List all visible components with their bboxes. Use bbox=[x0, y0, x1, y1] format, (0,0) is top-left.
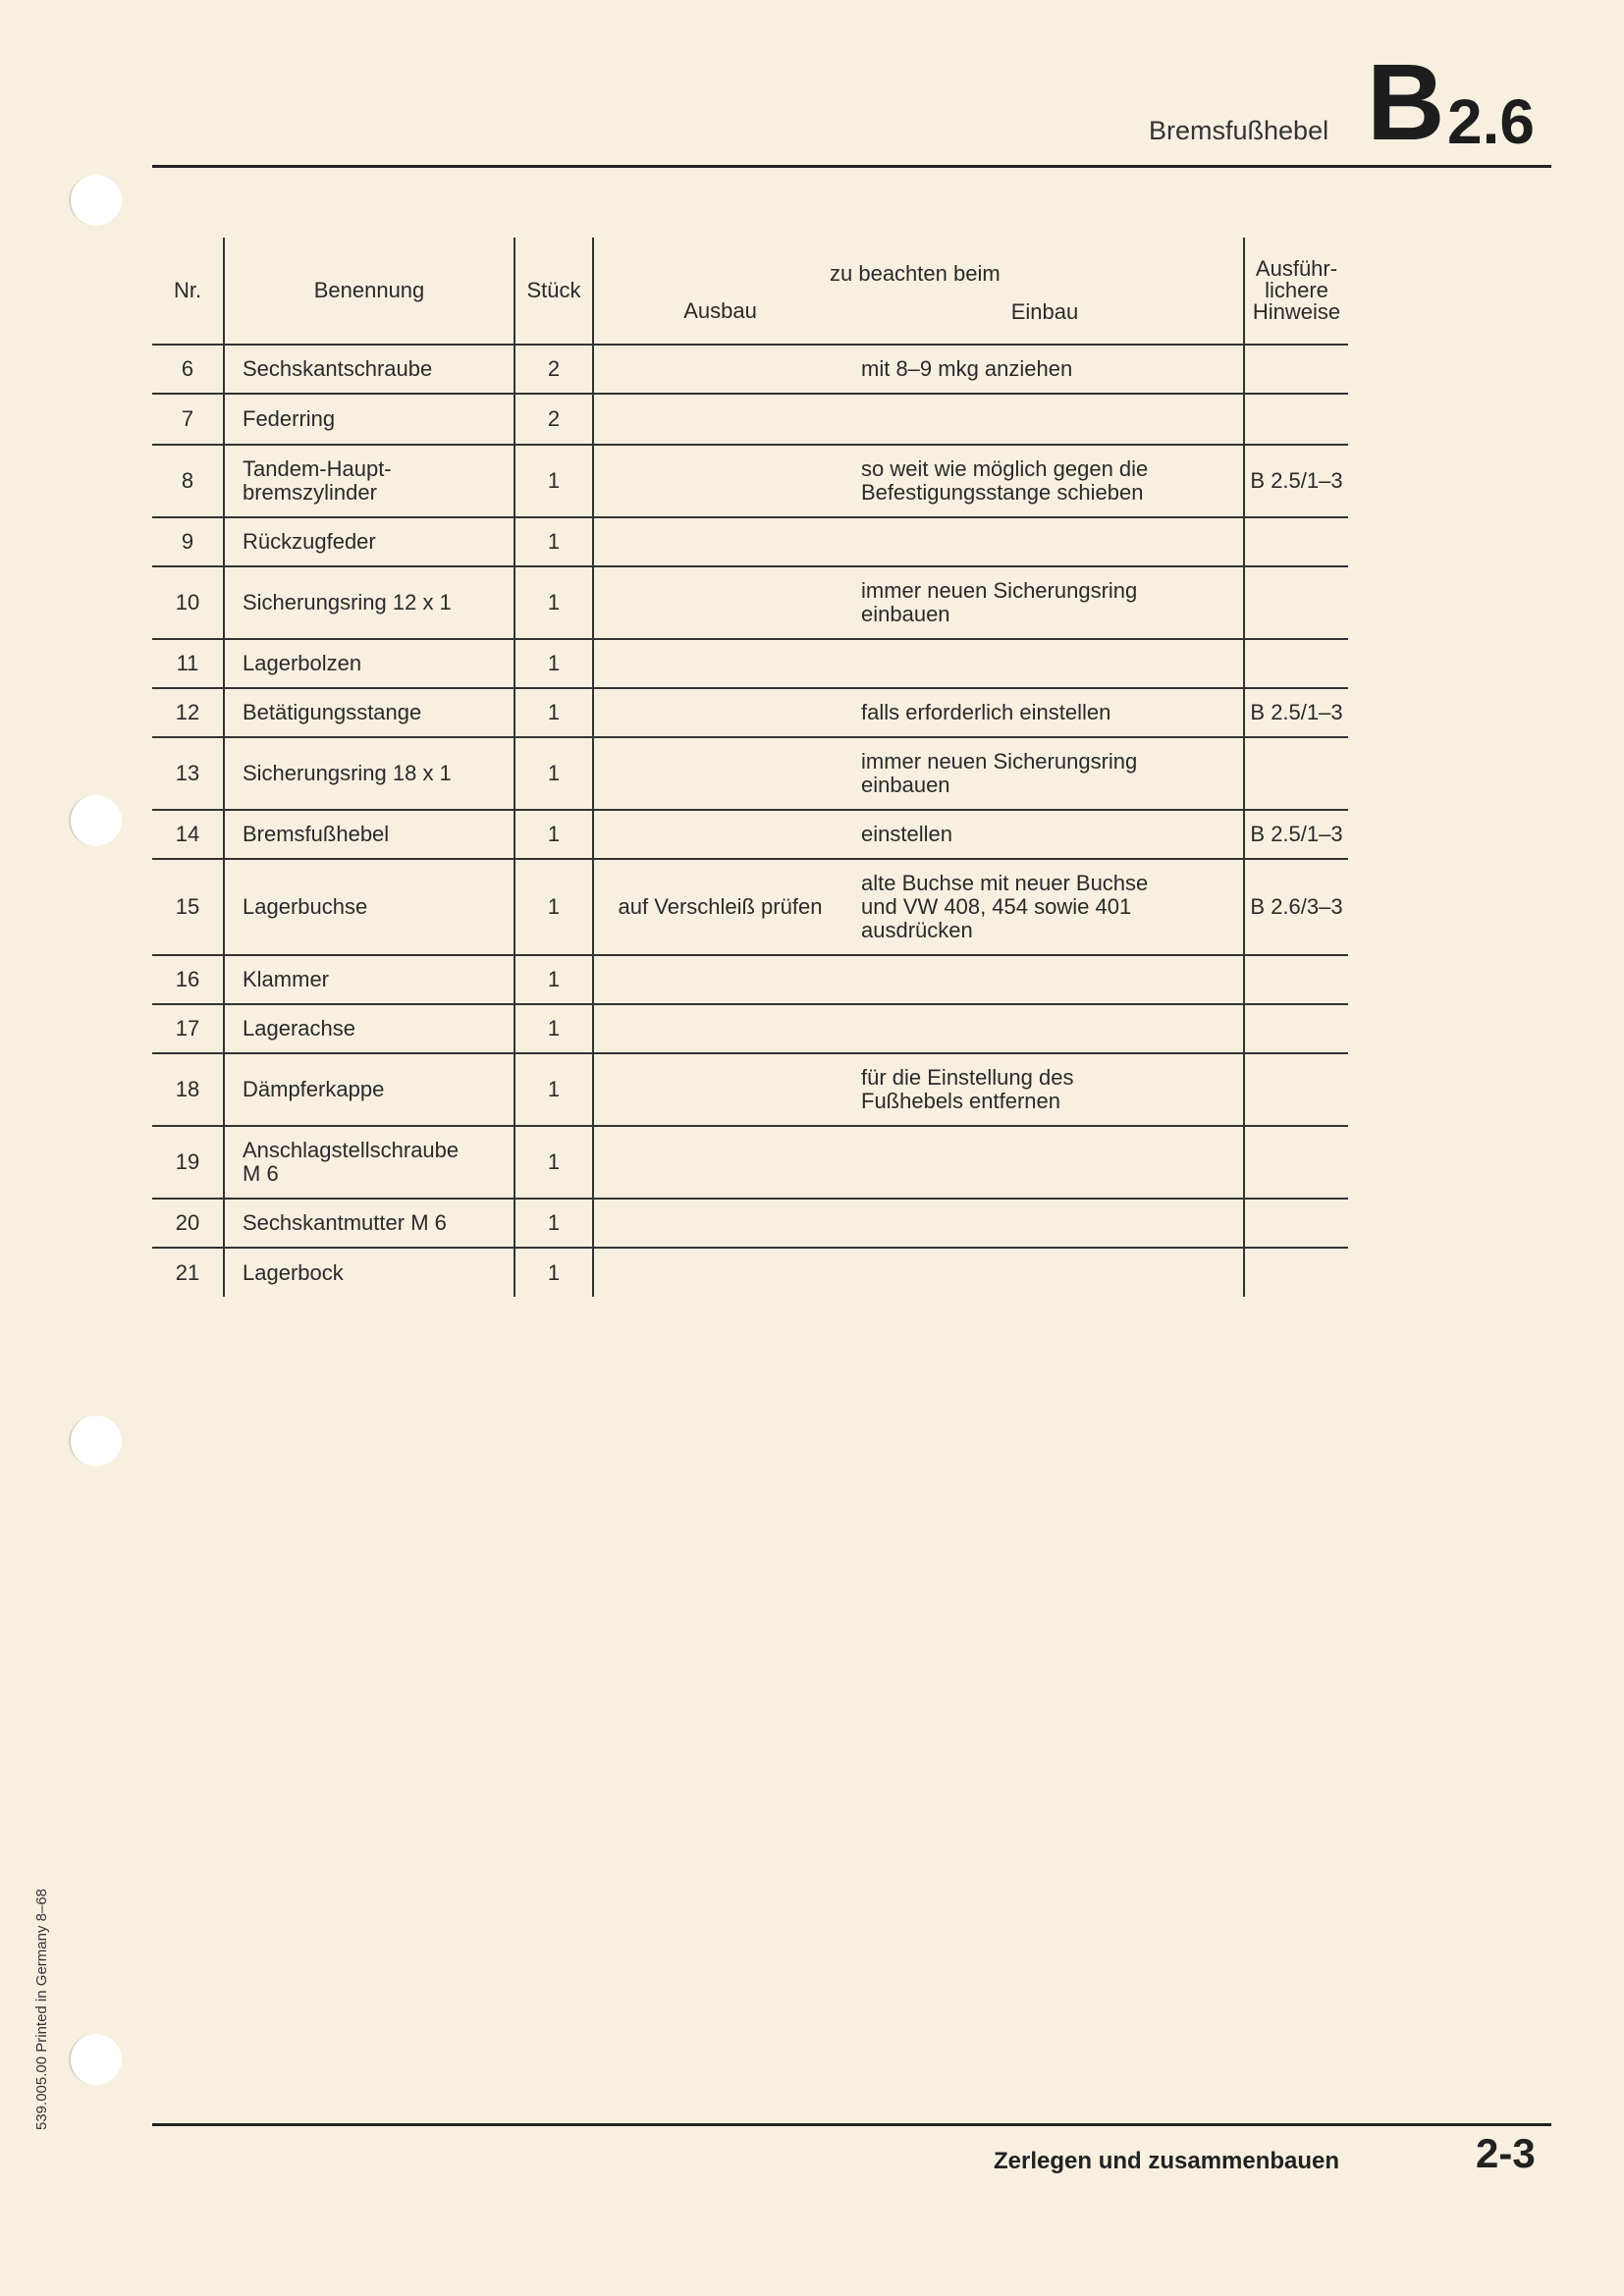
row-ref: B 2.6/3–3 bbox=[1244, 859, 1348, 955]
table-row bbox=[152, 1004, 1348, 1053]
table-row bbox=[152, 517, 1348, 566]
section-code: 2.6 bbox=[1447, 86, 1535, 157]
footer-rule bbox=[152, 2123, 1551, 2126]
table-row bbox=[152, 1248, 1348, 1297]
row-einbau: einstellen bbox=[861, 822, 952, 846]
row-ausbau bbox=[593, 688, 846, 737]
punch-hole bbox=[69, 1415, 122, 1467]
column-group-header: zu beachten beim bbox=[830, 261, 1001, 286]
row-einbau: mit 8–9 mkg anziehen bbox=[861, 356, 1073, 381]
header-nr: Nr. bbox=[173, 278, 202, 302]
row-name: Tandem-Haupt- bremszylinder bbox=[224, 445, 514, 517]
row-einbau: für die Einstellung des Fußhebels entfernen bbox=[861, 1065, 1074, 1113]
row-ref: B 2.5/1–3 bbox=[1244, 810, 1348, 859]
row-nr: 12 bbox=[175, 700, 200, 724]
row-qty: 1 bbox=[514, 639, 593, 688]
row-qty: 2 bbox=[514, 345, 593, 394]
row-name: Klammer bbox=[224, 955, 514, 1004]
row-einbau bbox=[846, 1126, 1244, 1199]
row-nr: 11 bbox=[176, 651, 199, 675]
row-ausbau bbox=[593, 1248, 846, 1297]
row-ausbau bbox=[593, 1126, 846, 1199]
row-qty: 1 bbox=[514, 566, 593, 639]
row-ref bbox=[1244, 394, 1348, 445]
row-qty: 1 bbox=[514, 1248, 593, 1297]
section-letter: B bbox=[1367, 42, 1445, 163]
row-ausbau bbox=[593, 1004, 846, 1053]
row-ref bbox=[1244, 517, 1348, 566]
row-einbau bbox=[846, 394, 1244, 445]
row-ref bbox=[1244, 1199, 1348, 1248]
row-ausbau bbox=[593, 517, 846, 566]
table-row bbox=[152, 566, 1348, 639]
row-qty: 1 bbox=[514, 688, 593, 737]
row-ref bbox=[1244, 639, 1348, 688]
table-row bbox=[152, 737, 1348, 810]
row-name: Sechskantschraube bbox=[224, 345, 514, 394]
row-qty: 1 bbox=[514, 445, 593, 517]
row-nr: 20 bbox=[175, 1210, 200, 1235]
header-ref bbox=[1244, 238, 1348, 345]
row-ref bbox=[1244, 737, 1348, 810]
row-name: Bremsfußhebel bbox=[224, 810, 514, 859]
parts-table bbox=[152, 238, 1348, 1297]
row-einbau: immer neuen Sicherungsring einbauen bbox=[861, 578, 1138, 626]
row-einbau: immer neuen Sicherungsring einbauen bbox=[861, 749, 1138, 797]
row-qty: 1 bbox=[514, 1004, 593, 1053]
row-ref bbox=[1244, 345, 1348, 394]
row-name: Anschlagstellschraube M 6 bbox=[224, 1126, 514, 1199]
row-name: Lagerbock bbox=[224, 1248, 514, 1297]
row-ausbau bbox=[593, 1199, 846, 1248]
table-header-row bbox=[152, 238, 1348, 345]
table-row bbox=[152, 1126, 1348, 1199]
table-row bbox=[152, 859, 1348, 955]
row-qty: 1 bbox=[514, 1126, 593, 1199]
punch-hole bbox=[69, 175, 122, 226]
header-ref-line: lichere bbox=[1265, 278, 1328, 302]
row-ref bbox=[1244, 955, 1348, 1004]
row-ausbau bbox=[593, 639, 846, 688]
row-einbau: so weit wie möglich gegen die Befestigungsstange schieben bbox=[861, 456, 1149, 505]
row-nr: 9 bbox=[181, 529, 194, 554]
table-row bbox=[152, 345, 1348, 394]
header-ref-line: Hinweise bbox=[1252, 299, 1341, 324]
row-nr: 8 bbox=[181, 468, 194, 493]
row-ausbau bbox=[593, 810, 846, 859]
row-ref: B 2.5/1–3 bbox=[1244, 445, 1348, 517]
row-name: Dämpferkappe bbox=[224, 1053, 514, 1126]
punch-hole bbox=[69, 2034, 122, 2085]
table-row bbox=[152, 955, 1348, 1004]
row-ref bbox=[1244, 1248, 1348, 1297]
row-nr: 14 bbox=[175, 822, 200, 846]
row-nr: 10 bbox=[175, 590, 200, 614]
row-name: Rückzugfeder bbox=[224, 517, 514, 566]
row-ausbau bbox=[593, 445, 846, 517]
print-info: 539.005.00 Printed in Germany 8–68 bbox=[33, 1889, 50, 2130]
row-name: Sicherungsring 18 x 1 bbox=[224, 737, 514, 810]
row-name: Sicherungsring 12 x 1 bbox=[224, 566, 514, 639]
row-qty: 1 bbox=[514, 737, 593, 810]
page-title: Bremsfußhebel bbox=[1149, 116, 1329, 145]
row-ausbau bbox=[593, 394, 846, 445]
header-name: Benennung bbox=[224, 238, 514, 345]
table-row bbox=[152, 394, 1348, 445]
row-qty: 1 bbox=[514, 810, 593, 859]
header-einbau: Einbau bbox=[1010, 299, 1079, 324]
row-ref bbox=[1244, 1004, 1348, 1053]
row-name: Betätigungsstange bbox=[224, 688, 514, 737]
row-ausbau bbox=[593, 955, 846, 1004]
row-ref bbox=[1244, 1126, 1348, 1199]
row-einbau: falls erforderlich einstellen bbox=[861, 700, 1111, 724]
row-name: Federring bbox=[224, 394, 514, 445]
row-ref bbox=[1244, 1053, 1348, 1126]
row-ausbau: auf Verschleiß prüfen bbox=[593, 859, 846, 955]
header-rule bbox=[152, 165, 1551, 168]
row-einbau bbox=[846, 1199, 1244, 1248]
footer-chapter: Zerlegen und zusammenbauen bbox=[994, 2148, 1340, 2174]
row-name: Lagerbuchse bbox=[224, 859, 514, 955]
table-row bbox=[152, 810, 1348, 859]
row-name: Lagerbolzen bbox=[224, 639, 514, 688]
row-ausbau bbox=[593, 737, 846, 810]
table-body bbox=[152, 345, 1348, 1297]
page-number: 2-3 bbox=[1476, 2130, 1536, 2176]
row-einbau bbox=[846, 639, 1244, 688]
row-einbau: alte Buchse mit neuer Buchse und VW 408, 454 sowie 401 ausdrücken bbox=[861, 871, 1149, 942]
row-ref bbox=[1244, 566, 1348, 639]
row-nr: 6 bbox=[181, 356, 194, 381]
row-name: Lagerachse bbox=[224, 1004, 514, 1053]
header-ausbau-cell bbox=[593, 238, 846, 345]
row-qty: 1 bbox=[514, 1199, 593, 1248]
row-ausbau bbox=[593, 566, 846, 639]
row-nr: 19 bbox=[175, 1149, 200, 1174]
table-row bbox=[152, 688, 1348, 737]
row-nr: 16 bbox=[175, 967, 200, 991]
table-row bbox=[152, 1053, 1348, 1126]
row-nr: 13 bbox=[175, 761, 200, 785]
row-nr: 7 bbox=[181, 406, 194, 431]
row-nr: 21 bbox=[175, 1259, 200, 1285]
row-einbau bbox=[846, 1004, 1244, 1053]
row-ausbau bbox=[593, 345, 846, 394]
header-qty: Stück bbox=[514, 238, 593, 345]
header-ausbau: Ausbau bbox=[683, 298, 757, 323]
row-ausbau bbox=[593, 1053, 846, 1126]
punch-hole bbox=[69, 795, 122, 846]
table-row bbox=[152, 445, 1348, 517]
row-nr: 15 bbox=[175, 894, 200, 919]
row-qty: 1 bbox=[514, 517, 593, 566]
table-row bbox=[152, 639, 1348, 688]
header-ref-line: Ausführ- bbox=[1255, 256, 1338, 281]
row-qty: 2 bbox=[514, 394, 593, 445]
row-qty: 1 bbox=[514, 859, 593, 955]
header-einbau-cell bbox=[846, 238, 1244, 345]
row-einbau bbox=[846, 1248, 1244, 1297]
row-qty: 1 bbox=[514, 955, 593, 1004]
row-einbau bbox=[846, 517, 1244, 566]
row-name: Sechskantmutter M 6 bbox=[224, 1199, 514, 1248]
row-nr: 18 bbox=[175, 1077, 200, 1101]
row-qty: 1 bbox=[514, 1053, 593, 1126]
table-row bbox=[152, 1199, 1348, 1248]
row-ref: B 2.5/1–3 bbox=[1244, 688, 1348, 737]
row-nr: 17 bbox=[175, 1016, 200, 1041]
row-einbau bbox=[846, 955, 1244, 1004]
